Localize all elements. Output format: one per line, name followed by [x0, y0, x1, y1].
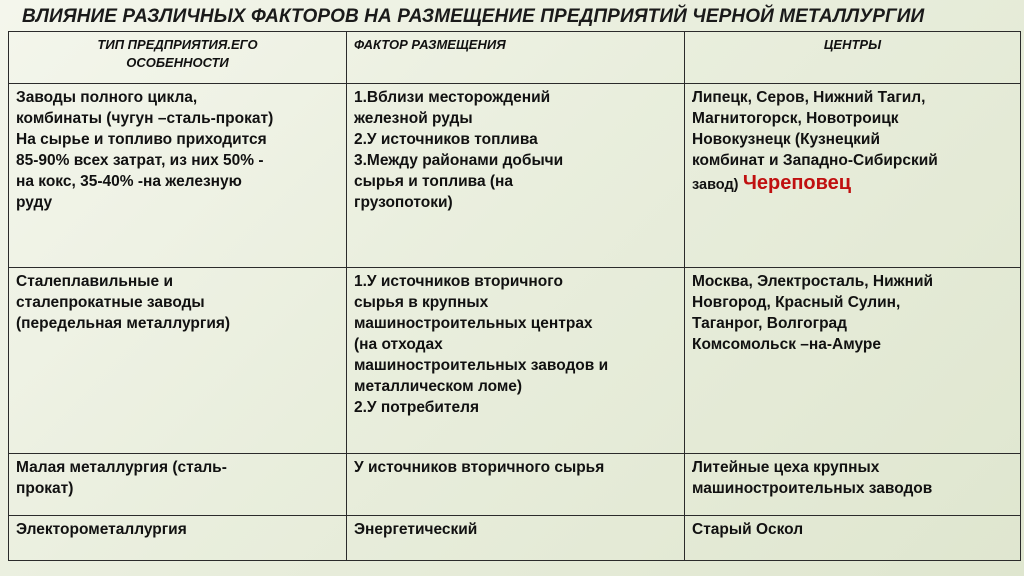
- cell-line: Липецк, Серов, Нижний Тагил,: [692, 89, 926, 107]
- table-row: [9, 268, 1021, 453]
- cell-line: [692, 173, 1013, 196]
- cell-line: машиностроительных заводов: [692, 479, 933, 497]
- cell-line-prefix: завод): [692, 177, 739, 194]
- cell-line: 3.Между районами добычи: [354, 152, 564, 170]
- cell-line: (передельная металлургия): [16, 315, 231, 333]
- page-title: ВЛИЯНИЕ РАЗЛИЧНЫХ ФАКТОРОВ НА РАЗМЕЩЕНИЕ ПРЕДПРИЯТИЙ ЧЕРНОЙ МЕТАЛЛУРГИИ: [22, 6, 925, 27]
- centers-cell: [685, 84, 1021, 268]
- cell-line: комбинаты (чугун –сталь-прокат): [16, 110, 274, 128]
- header-centers: [685, 32, 1021, 84]
- cell-line: прокат): [16, 479, 74, 497]
- cell-line: 85-90% всех затрат, из них 50% -: [16, 152, 264, 170]
- cell-line: 2.У потребителя: [354, 399, 479, 417]
- factor-cell: [347, 453, 685, 515]
- table-header-row: [9, 32, 1021, 84]
- cell-line: руду: [16, 194, 53, 212]
- header-type: [9, 32, 347, 84]
- cell-line: Новокузнецк (Кузнецкий: [692, 131, 880, 149]
- factor-cell: [347, 515, 685, 560]
- cell-line: У источников вторичного сырья: [354, 458, 605, 476]
- header-type-line: ТИП ПРЕДПРИЯТИЯ.ЕГО: [97, 37, 258, 52]
- centers-cell: [685, 515, 1021, 560]
- header-type-line: ОСОБЕННОСТИ: [126, 55, 229, 70]
- highlighted-city: Череповец: [742, 172, 852, 195]
- type-cell: [9, 453, 347, 515]
- factor-cell: [347, 84, 685, 268]
- cell-line: Электорометаллургия: [16, 520, 187, 538]
- cell-line: 2.У источников топлива: [354, 131, 538, 149]
- cell-line: комбинат и Западно-Сибирский: [692, 152, 938, 170]
- cell-line: на кокс, 35-40% -на железную: [16, 173, 242, 191]
- table-row: [9, 515, 1021, 560]
- cell-line: Заводы полного цикла,: [16, 89, 198, 107]
- header-factor-label: ФАКТОР РАЗМЕЩЕНИЯ: [354, 37, 506, 52]
- table-row: [9, 453, 1021, 515]
- cell-line: Таганрог, Волгоград: [692, 315, 848, 333]
- type-cell: [9, 515, 347, 560]
- cell-line: На сырье и топливо приходится: [16, 131, 267, 149]
- cell-line: Комсомольск –на-Амуре: [692, 336, 881, 354]
- cell-line: Энергетический: [354, 520, 478, 538]
- cell-line: Новгород, Красный Сулин,: [692, 294, 901, 312]
- cell-line: Сталеплавильные и: [16, 273, 173, 291]
- table-row: [9, 84, 1021, 268]
- header-factor: [347, 32, 685, 84]
- cell-line: сырья в крупных: [354, 294, 489, 312]
- cell-line: Малая металлургия (сталь-: [16, 458, 227, 476]
- cell-line: сырья и топлива (на: [354, 173, 514, 191]
- cell-line: сталепрокатные заводы: [16, 294, 205, 312]
- type-cell: [9, 84, 347, 268]
- placement-factors-table: [8, 31, 1021, 561]
- centers-cell: [685, 453, 1021, 515]
- cell-line: машиностроительных центрах: [354, 315, 593, 333]
- cell-line: грузопотоки): [354, 194, 453, 212]
- cell-line: Литейные цеха крупных: [692, 458, 880, 476]
- factor-cell: [347, 268, 685, 453]
- cell-line: Магнитогорск, Новотроицк: [692, 110, 899, 128]
- cell-line: Москва, Электросталь, Нижний: [692, 273, 934, 291]
- cell-line: 1.У источников вторичного: [354, 273, 563, 291]
- cell-line: (на отходах: [354, 336, 443, 354]
- header-centers-label: ЦЕНТРЫ: [823, 37, 882, 52]
- centers-cell: [685, 268, 1021, 453]
- type-cell: [9, 268, 347, 453]
- cell-line: железной руды: [354, 110, 473, 128]
- cell-line: 1.Вблизи месторождений: [354, 89, 551, 107]
- cell-line: металлическом ломе): [354, 378, 523, 396]
- cell-line: машиностроительных заводов и: [354, 357, 609, 375]
- cell-line: Старый Оскол: [692, 520, 804, 538]
